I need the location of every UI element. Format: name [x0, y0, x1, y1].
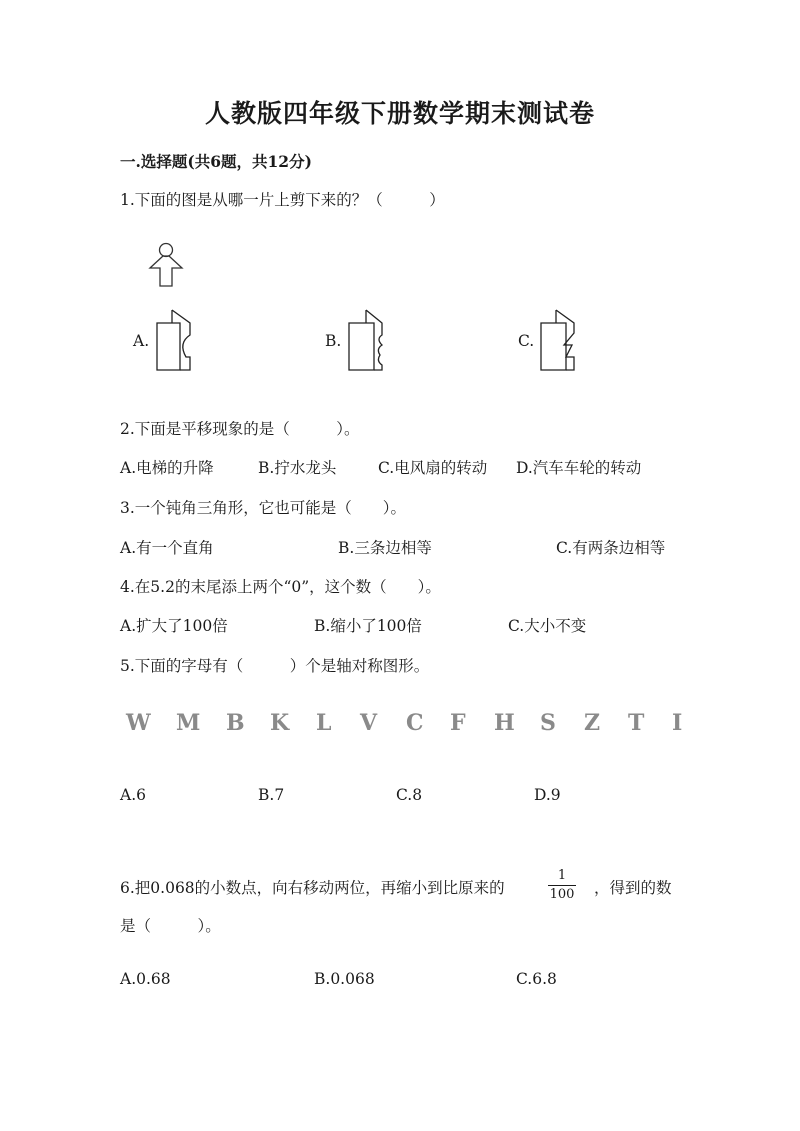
question-4-text: 4.在5.2的末尾添上两个“0”，这个数（ ）。 [120, 578, 441, 596]
section-heading: 一.选择题(共6题，共12分) [120, 152, 312, 171]
fraction-one-hundredth [548, 868, 576, 903]
letter-s: S [540, 710, 556, 736]
question-1-text: 1.下面的图是从哪一片上剪下来的？（ ） [120, 191, 445, 209]
letter-f: F [450, 710, 466, 736]
q4-option-a[interactable]: A.扩大了100倍 [120, 617, 228, 635]
question-6-text-part1: 6.把0.068的小数点，向右移动两位，再缩小到比原来的 [120, 879, 505, 897]
q6-option-a[interactable]: A.0.68 [120, 970, 171, 988]
q6-option-c[interactable]: C.6.8 [516, 970, 557, 988]
letter-l: L [316, 710, 332, 736]
q3-option-c[interactable]: C.有两条边相等 [556, 539, 666, 557]
question-6-text-part2: ，得到的数 [594, 879, 672, 897]
fraction-denominator: 100 [549, 887, 575, 902]
page-title: 人教版四年级下册数学期末测试卷 [204, 99, 595, 128]
q5-option-b[interactable]: B.7 [258, 786, 285, 804]
q1-option-c[interactable]: C. [518, 332, 535, 350]
folded-paper-c-figure [536, 305, 586, 375]
q5-option-a[interactable]: A.6 [120, 786, 146, 804]
folded-paper-b-figure [344, 305, 394, 375]
fraction-numerator: 1 [557, 868, 567, 883]
fraction-bar [548, 885, 576, 886]
q2-option-a[interactable]: A.电梯的升降 [120, 459, 214, 477]
q2-option-c[interactable]: C.电风扇的转动 [378, 459, 488, 477]
letter-b: B [226, 710, 245, 736]
q5-option-d[interactable]: D.9 [534, 786, 561, 804]
question-2-text: 2.下面是平移现象的是（ ）。 [120, 420, 360, 438]
q2-option-d[interactable]: D.汽车车轮的转动 [516, 459, 642, 477]
letter-c: C [406, 710, 424, 736]
q1-option-b[interactable]: B. [325, 332, 342, 350]
q3-option-a[interactable]: A.有一个直角 [120, 539, 214, 557]
letter-i: I [672, 710, 683, 736]
q4-option-c[interactable]: C.大小不变 [508, 617, 587, 635]
q3-option-b[interactable]: B.三条边相等 [338, 539, 432, 557]
folded-paper-a-figure [152, 305, 202, 375]
letter-w: W [126, 710, 151, 736]
letter-h: H [494, 710, 515, 736]
question-6-text-line2: 是（ ）。 [120, 917, 221, 935]
q5-option-c[interactable]: C.8 [396, 786, 423, 804]
letter-k: K [270, 710, 290, 736]
letter-v: V [360, 710, 378, 736]
question-5-text: 5.下面的字母有（ ）个是轴对称图形。 [120, 657, 430, 675]
question-3-text: 3.一个钝角三角形，它也可能是（ ）。 [120, 499, 407, 517]
q1-option-a[interactable]: A. [133, 332, 150, 350]
cutout-figure [148, 240, 188, 290]
letter-t: T [628, 710, 645, 736]
q2-option-b[interactable]: B.拧水龙头 [258, 459, 337, 477]
q6-option-b[interactable]: B.0.068 [314, 970, 375, 988]
q4-option-b[interactable]: B.缩小了100倍 [314, 617, 422, 635]
letters-row [120, 710, 700, 750]
letter-z: Z [584, 710, 601, 736]
letter-m: M [176, 710, 201, 736]
